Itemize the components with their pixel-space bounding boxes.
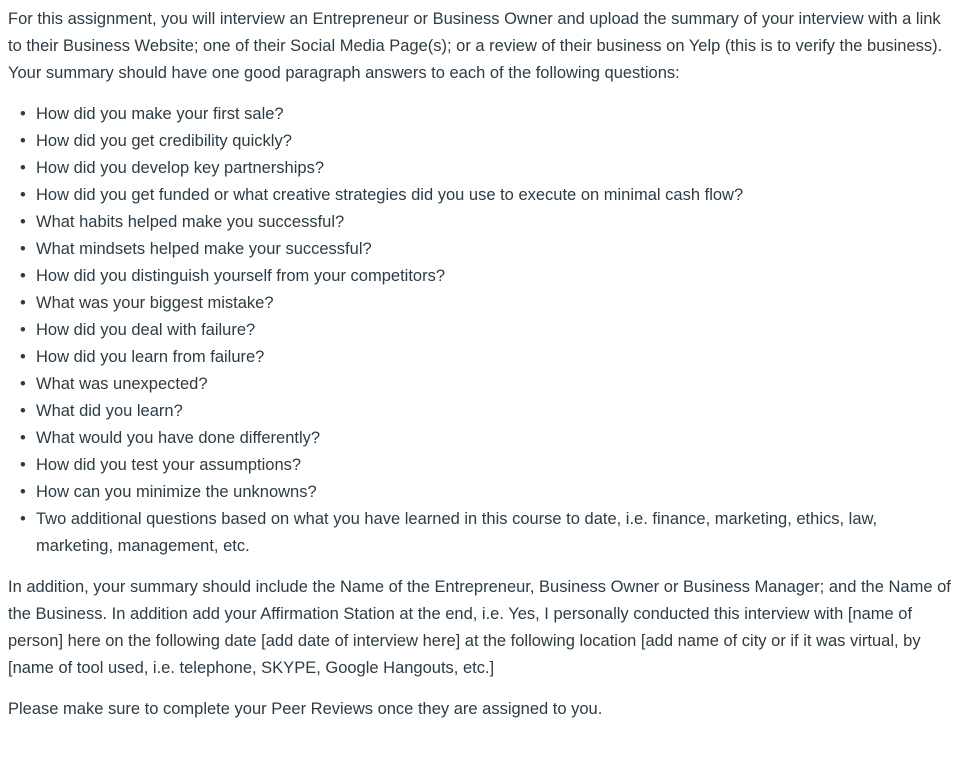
question-item: • Two additional questions based on what you have learned in this course to date, i.e. finance, marketing, ethics, law, marketing, management, etc.: [36, 506, 951, 560]
question-item: • What did you learn?: [36, 398, 951, 425]
question-item: • What mindsets helped make your successful?: [36, 236, 951, 263]
question-item: • What habits helped make you successful?: [36, 209, 951, 236]
addition-paragraph: In addition, your summary should include the Name of the Entrepreneur, Business Owner or Business Manager; and the Name of the Business. In addition add your Affirmation Station at the end, i.e. Yes, I personally conducted this interview with [name of person] here on the following date [add date of interview here] at the following location [add name of city or if it was virtual, by [name of tool used, i.e. telephone, SKYPE, Google Hangouts, etc.]: [8, 578, 951, 677]
question-item: • How can you minimize the unknowns?: [36, 479, 951, 506]
question-list: [8, 101, 951, 560]
question-item: • How did you learn from failure?: [36, 344, 951, 371]
question-item: • What was unexpected?: [36, 371, 951, 398]
question-item: • How did you get credibility quickly?: [36, 128, 951, 155]
closing-paragraph: Please make sure to complete your Peer Reviews once they are assigned to you.: [8, 700, 603, 718]
question-item: • How did you develop key partnerships?: [36, 155, 951, 182]
question-item: • How did you distinguish yourself from your competitors?: [36, 263, 951, 290]
question-item: • How did you make your first sale?: [36, 101, 951, 128]
intro-paragraph: For this assignment, you will interview an Entrepreneur or Business Owner and upload the summary of your interview with a link to their Business Website; one of their Social Media Page(s); or a review of their business on Yelp (this is to verify the business). Your summary should have one good paragraph answers to each of the following questions:: [8, 10, 943, 82]
question-item: • What would you have done differently?: [36, 425, 951, 452]
question-item: • How did you deal with failure?: [36, 317, 951, 344]
question-item: • How did you get funded or what creative strategies did you use to execute on minimal cash flow?: [36, 182, 951, 209]
question-item: • How did you test your assumptions?: [36, 452, 951, 479]
question-item: • What was your biggest mistake?: [36, 290, 951, 317]
